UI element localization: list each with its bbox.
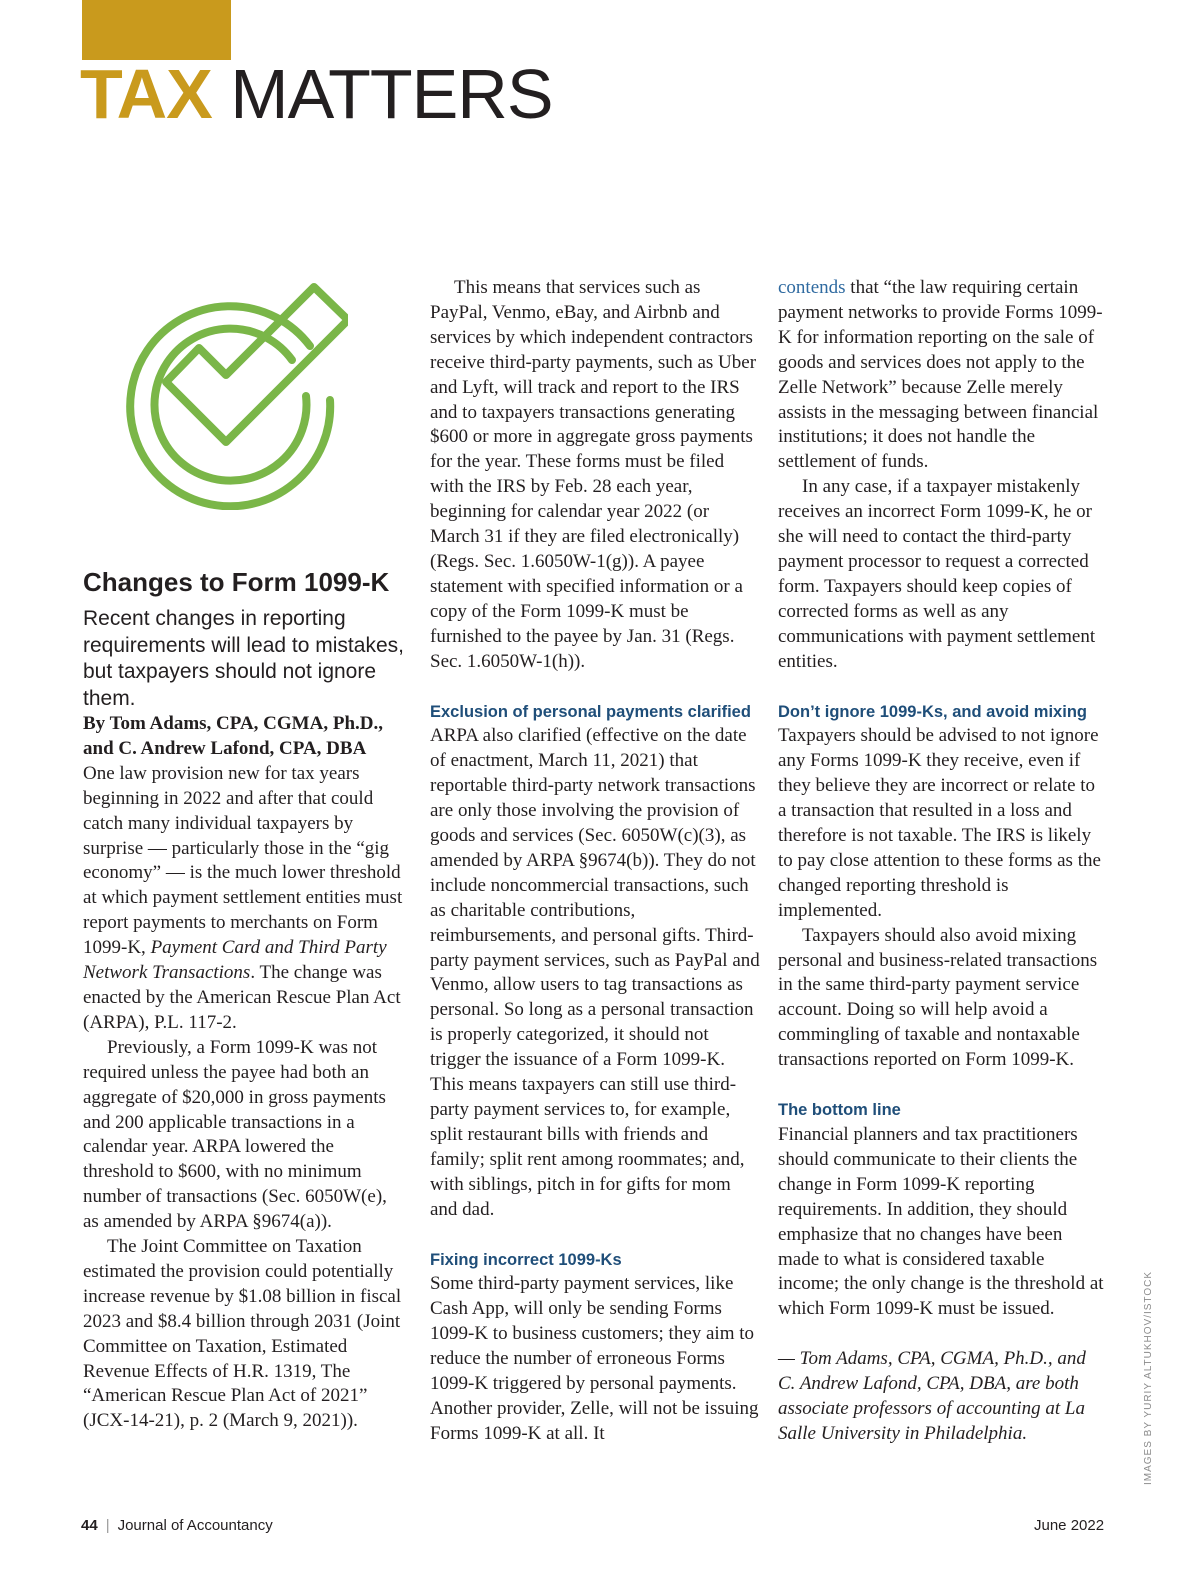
body-paragraph: Taxpayers should also avoid mixing personal and business-related transactions in the same third-party payment service account. Doing so will help avoid a commingling of taxable and nontaxable transactions reported on Form 1099-K. — [778, 924, 1098, 1071]
department-title-matters: MATTERS — [230, 55, 553, 133]
footer-left — [81, 1517, 273, 1534]
article-title: Changes to Form 1099-K — [83, 567, 390, 597]
body-paragraph: ARPA also clarified (effective on the date of enactment, March 11, 2021) that reportable third-party network transactions are only those involving the provision of goods and services (Sec. 6050W(c)(3), as amended by ARPA §9674(b)). They do not include noncommercial transactions, such as charitable contributions, reimbursements, and personal gifts. Third-party payment services, such as PayPal and Venmo, allow users to tag transactions as personal. So long as a personal transaction is properly categorized, it should not trigger the issuance of a Form 1099-K. This means taxpayers can still use third-party payment services to, for example, split restaurant bills with friends and family; split rent among roommates; and, with siblings, pitch in for gifts for mom and dad. — [430, 725, 760, 1220]
issue-date: June 2022 — [1034, 1517, 1105, 1534]
body-paragraph: Financial planners and tax practitioners should communicate to their clients the change in Form 1099-K reporting requirements. In addition, they should emphasize that no changes have been made to what is considered taxable income; the only change is the threshold at which Form 1099-K must be issued. — [778, 1124, 1104, 1320]
contends-link[interactable]: contends — [778, 277, 846, 298]
body-paragraph: The Joint Committee on Taxation estimated the provision could potentially increase revenue by $1.08 billion in fiscal 2023 and $8.4 billion through 2031 (Joint Committee on Taxation, Estimated Revenue Effects of H.R. 1319, The “American Rescue Plan Act of 2021” (JCX-14-21), p. 2 (March 9, 2021)). — [83, 1236, 402, 1432]
page-number: 44 — [81, 1517, 98, 1534]
body-paragraph: Taxpayers should be advised to not ignore any Forms 1099-K they receive, even if they believe they are incorrect or relate to a transaction that resulted in a loss and therefore is not taxable. The IRS is likely to pay close attention to these forms as the changed reporting threshold is implemented. — [778, 725, 1101, 921]
body-paragraph: In any case, if a taxpayer mistakenly receives an incorrect Form 1099-K, he or she will need to contact the third-party payment processor to request a corrected form. Taxpayers should keep copies of corrected forms as well as any communications with payment settlement entities. — [778, 476, 1096, 672]
subhead-exclusion: Exclusion of personal payments clarified — [430, 702, 751, 721]
body-paragraph — [83, 762, 405, 1036]
subhead-fixing: Fixing incorrect 1099-Ks — [430, 1250, 622, 1269]
article-deck: Recent changes in reporting requirements will lead to mistakes, but taxpayers should not ignore them. — [83, 607, 404, 710]
body-text: One law provision new for tax years beginning in 2022 and after that could catch many individual taxpayers by surprise — particularly those in the “gig economy” — is the much lower threshold at which payment settlement entities must report payments to merchants on Form 1099-K, — [83, 762, 403, 959]
body-paragraph — [778, 276, 1108, 475]
body-paragraph: This means that services such as PayPal, Venmo, eBay, and Airbnb and services by which independent contractors receive third-party payments, such as Uber and Lyft, will track and report to the IRS and to taxpayers transactions generating $600 or more in aggregate gross payments for the year. These forms must be filed with the IRS by Feb. 28 each year, beginning for calendar year 2022 (or March 31 if they are filed electronically) (Regs. Sec. 1.6050W-1(g)). A payee statement with specified information or a copy of the Form 1099-K must be furnished to the payee by Jan. 31 (Regs. Sec. 1.6050W-1(h)). — [430, 277, 757, 672]
body-text: that “the law requiring certain payment networks to provide Forms 1099-K for information reporting on the sale of goods and services does not apply to the Zelle Network” because Zelle merely assists in the messaging between financial institutions; it does not handle the settlement of funds. — [778, 277, 1103, 473]
publication-name: Journal of Accountancy — [117, 1517, 273, 1534]
image-credit: IMAGES BY YURIY ALTUKHOV/ISTOCK — [1143, 1270, 1154, 1485]
article-column-3 — [778, 276, 1108, 1447]
footer-separator: | — [105, 1517, 110, 1534]
author-bio: — Tom Adams, CPA, CGMA, Ph.D., and C. Andrew Lafond, CPA, DBA, are both associate professors of accounting at La Salle University in Philadelphia. — [778, 1348, 1086, 1444]
department-title-tax: TAX — [80, 55, 212, 133]
department-title — [80, 52, 553, 136]
subhead-bottom-line: The bottom line — [778, 1101, 901, 1120]
department-color-bar — [82, 0, 231, 60]
article-column-2 — [430, 276, 760, 1447]
body-text: . The change was enacted by the American Rescue Plan Act (ARPA), P.L. 117-2. — [83, 962, 401, 1033]
article-byline: By Tom Adams, CPA, CGMA, Ph.D., and C. Andrew Lafond, CPA, DBA — [83, 713, 383, 759]
body-paragraph: Previously, a Form 1099-K was not required unless the payee had both an aggregate of $20,000 in gross payments and 200 applicable transactions in a calendar year. ARPA lowered the threshold to $600, with no minimum number of transactions (Sec. 6050W(e), as amended by ARPA §9674(a)). — [83, 1036, 387, 1233]
article-column-1 — [83, 566, 405, 1434]
subhead-dont-ignore: Don’t ignore 1099-Ks, and avoid mixing — [778, 702, 1087, 721]
form-title-italic: Payment Card and Third Party Network Transactions — [83, 937, 387, 984]
checkmark-circle-icon — [118, 280, 348, 510]
body-paragraph: Some third-party payment services, like Cash App, will only be sending Forms 1099-K to business customers; they aim to reduce the number of erroneous Forms 1099-K triggered by personal payments. Another provider, Zelle, will not be issuing Forms 1099-K at all. It — [430, 1273, 759, 1444]
